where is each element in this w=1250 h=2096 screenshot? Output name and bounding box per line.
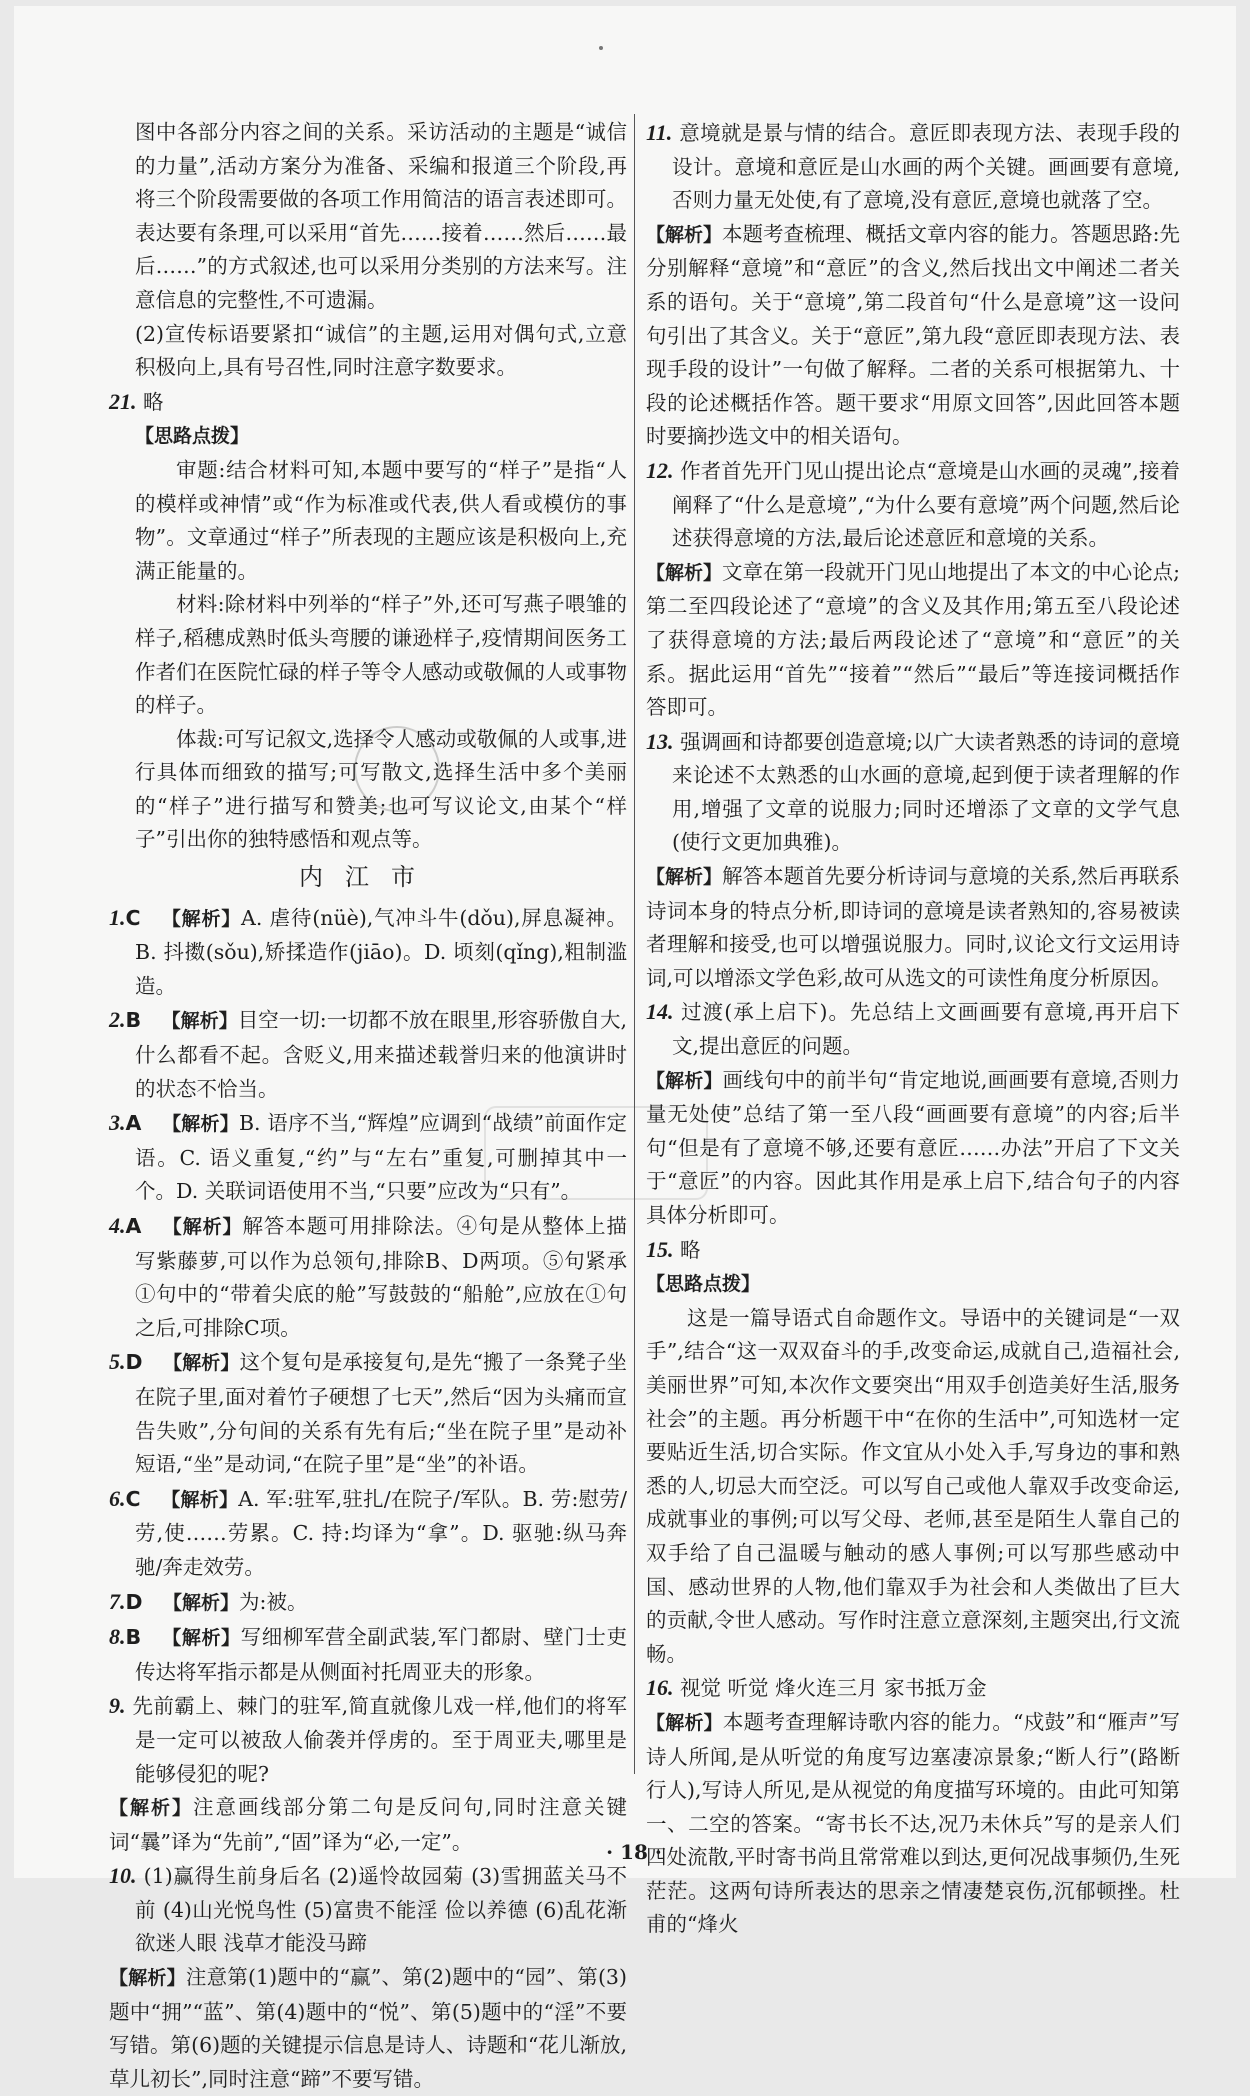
question-14 <box>646 995 1180 1063</box>
tag-label: 【思路点拨】 <box>135 425 250 448</box>
q9-analysis <box>109 1791 627 1859</box>
question-12 <box>646 454 1180 556</box>
paragraph-l2: (2)宣传标语要紧扣“诚信”的主题,运用对偶句式,立意积极向上,具有号召性,同时注意字数要求。 <box>135 321 627 380</box>
tag-label: 【解析】 <box>161 1010 238 1033</box>
answer-item <box>109 901 627 1004</box>
q15-thought-tag <box>646 1267 1180 1302</box>
q12-analysis <box>646 556 1180 725</box>
choice-letter: A <box>125 1111 142 1136</box>
page-sheet <box>14 6 1236 2091</box>
tag-label: 【解析】 <box>646 223 723 246</box>
thought-tag <box>109 419 627 454</box>
analysis-text: 目空一切:一切都不放在眼里,形容骄傲自大,什么都看不起。含贬义,用来描述载誉归来的他演讲时的状态不恰当。 <box>135 1008 627 1101</box>
question-number: 16. <box>646 1675 674 1701</box>
choice-letter: D <box>125 1350 143 1375</box>
q10-analysis <box>109 1961 627 2096</box>
question-number: 5. <box>109 1349 126 1375</box>
answer-text: 过渡(承上启下)。先总结上文画画要有意境,再开启下文,提出意匠的问题。 <box>672 1000 1180 1059</box>
question-number: 1. <box>109 904 126 930</box>
question-11 <box>646 116 1180 218</box>
top-dot <box>599 46 603 50</box>
analysis-text: 注意第(1)题中的“赢”、第(2)题中的“园”、第(3)题中“拥”“蓝”、第(4)题中的“悦”、第(5)题中的“淫”不要写错。第(6)题的关键提示信息是诗人、诗题和“花儿渐放,草儿初长”,同时注意“蹄”不要写错。 <box>109 1965 627 2091</box>
choice-letter: C <box>125 1486 141 1511</box>
q16-analysis <box>646 1706 1180 1942</box>
analysis-text: 本题考查梳理、概括文章内容的能力。答题思路:先分别解释“意境”和“意匠”的含义,然后找出文中阐述二者关系的语句。关于“意境”,第二段首句“什么是意境”这一设问句引出了其含义。关于“意匠”,第九段“意匠即表现方法、表现手段的设计”一句做了解释。二者的关系可根据第九、十段的论述概括作答。题干要求“用原文回答”,因此回答本题时要摘抄选文中的相关语句。 <box>646 221 1180 449</box>
answer-item <box>109 1003 627 1106</box>
analysis-text: A. 军:驻军,驻扎/在院子/军队。B. 劳:慰劳/劳,使……劳累。C. 持:均译为“拿”。D. 驱驰:纵马奔驰/奔走效劳。 <box>135 1486 627 1579</box>
page-number: · 18 · <box>606 1840 662 1864</box>
analysis-text: 这个复句是承接复句,是先“搬了一条凳子坐在院子里,面对着竹子硬想了七天”,然后“因为头痛而宣告失败”,分句间的关系有先有后;“坐在院子里”是动补短语,“坐”是动词,“在院子里”是“坐”的补语。 <box>135 1350 627 1477</box>
choice-letter: D <box>125 1589 143 1614</box>
question-number: 7. <box>109 1588 126 1614</box>
left-column <box>109 116 627 2096</box>
tag-label: 【解析】 <box>646 561 723 584</box>
question-21 <box>109 385 627 420</box>
tag-label: 【解析】 <box>646 866 723 889</box>
tag-label: 【解析】 <box>161 1113 239 1136</box>
question-10 <box>109 1859 627 1961</box>
question-number: 15. <box>646 1236 674 1262</box>
tag-label: 【解析】 <box>646 1069 723 1092</box>
paragraph-ticai: 体裁:可写记叙文,选择令人感动或敬佩的人或事,进行具体而细致的描写;可写散文,选择生活中多个美丽的“样子”进行描写和赞美;也可写议论文,由某个“样子”引出你的独特感悟和观点等。 <box>135 726 627 852</box>
tag-label: 【解析】 <box>109 1967 186 1990</box>
answer-list <box>109 901 627 1690</box>
answer-text: 略 <box>680 1237 701 1262</box>
analysis-text: 注意画线部分第二句是反问句,同时注意关键词“曩”译为“先前”,“固”译为“必,一定”。 <box>109 1795 627 1854</box>
analysis-text: 画线句中的前半句“肯定地说,画画要有意境,否则力量无处使”总结了第一至八段“画画要有意境”的内容;后半句“但是有了意境不够,还要有意匠……办法”开启了下文关于“意匠”的内容。因此其作用是承上启下,结合句子的内容具体分析即可。 <box>646 1067 1180 1227</box>
question-13 <box>646 725 1180 860</box>
question-9 <box>109 1689 627 1791</box>
analysis-text: A. 虐待(nüè),气冲斗牛(dǒu),屏息凝神。B. 抖擞(sǒu),矫揉造作(jiāo)。D. 顷刻(qǐng),粗制滥造。 <box>135 905 627 998</box>
section-heading-city: 内江市 <box>299 863 437 892</box>
paragraph-cailiao: 材料:除材料中列举的“样子”外,还可写燕子喂雏的样子,稻穗成熟时低头弯腰的谦逊样子,疫情期间医务工作者们在医院忙碌的样子等令人感动或敬佩的人或事物的样子。 <box>135 592 627 718</box>
question-number: 9. <box>109 1693 126 1719</box>
answer-item <box>109 1620 627 1689</box>
right-column <box>646 116 1180 1942</box>
answer-text: 视觉 听觉 烽火连三月 家书抵万金 <box>680 1676 987 1701</box>
paragraph-l1: 图中各部分内容之间的关系。采访活动的主题是“诚信的力量”,活动方案分为准备、采编和报道三个阶段,再将三个阶段需要做的各项工作用简洁的语言表述即可。表达要有条理,可以采用“首先……接着……然后……最后……”的方式叙述,也可以采用分类别的方法来写。注意信息的完整性,不可遗漏。 <box>135 120 627 312</box>
tag-label: 【解析】 <box>161 907 242 930</box>
question-15 <box>646 1233 1180 1268</box>
question-number: 2. <box>109 1007 126 1033</box>
answer-item <box>109 1585 627 1621</box>
tag-label: 【解析】 <box>161 1216 243 1238</box>
choice-letter: B <box>125 1008 142 1033</box>
answer-text: 先前霸上、棘门的驻军,简直就像儿戏一样,他们的将军是一定可以被敌人偷袭并俘虏的。至于周亚夫,哪里是能够侵犯的呢? <box>132 1694 627 1786</box>
question-number: 10. <box>109 1863 137 1889</box>
question-number: 8. <box>109 1624 126 1650</box>
analysis-text: 文章在第一段就开门见山地提出了本文的中心论点;第二至四段论述了“意境”的含义及其作用;第五至八段论述了获得意境的方法;最后两段论述了“意境”和“意匠”的关系。据此运用“首先”“接着”“然后”“最后”等连接词概括作答即可。 <box>646 559 1180 720</box>
paragraph-shenti: 审题:结合材料可知,本题中要写的“样子”是指“人的模样或神情”或“作为标准或代表,供人看或模仿的事物”。文章通过“样子”所表现的主题应该是积极向上,充满正能量的。 <box>135 457 627 583</box>
analysis-text: 解答本题首先要分析诗词与意境的关系,然后再联系诗词本身的特点分析,即诗词的意境是读者熟知的,容易被读者理解和接受,也可以增强说服力。同时,议论文行文运用诗词,可以增添文学色彩,故可从选文的可读性角度分析原因。 <box>646 864 1180 990</box>
tag-label: 【解析】 <box>163 1352 240 1375</box>
answer-text: 作者首先开门见山提出论点“意境是山水画的灵魂”,接着阐释了“什么是意境”,“为什么要有意境”两个问题,然后论述获得意境的方法,最后论述意匠和意境的关系。 <box>672 458 1180 551</box>
choice-letter: B <box>125 1625 142 1650</box>
analysis-text: 写细柳军营全副武装,军门都尉、壁门士吏传达将军指示都是从侧面衬托周亚夫的形象。 <box>135 1625 627 1684</box>
question-number: 14. <box>646 999 674 1025</box>
q14-analysis <box>646 1064 1180 1233</box>
choice-letter: A <box>125 1214 142 1238</box>
analysis-text: B. 语序不当,“辉煌”应调到“战绩”前面作定语。C. 语义重复,“约”与“左右”重复,可删掉其中一个。D. 关联词语使用不当,“只要”应改为“只有”。 <box>135 1111 627 1204</box>
analysis-text: 为:被。 <box>239 1589 308 1614</box>
answer-text: 略 <box>143 389 164 414</box>
answer-item <box>109 1345 627 1481</box>
question-number: 4. <box>109 1213 126 1238</box>
question-number: 21. <box>109 388 137 414</box>
answer-text: 强调画和诗都要创造意境;以广大读者熟悉的诗词的意境来论述不太熟悉的山水画的意境,起到便于读者理解的作用,增强了文章的说服力;同时还增添了文章的文学气息(使行文更加典雅)。 <box>672 729 1180 855</box>
question-number: 11. <box>646 120 673 145</box>
answer-item <box>109 1106 627 1209</box>
analysis-text: 本题考查理解诗歌内容的能力。“戍鼓”和“雁声”写诗人所闻,是从听觉的角度写边塞凄凉景象;“断人行”(路断行人),写诗人所见,是从视觉的角度描写环境的。由此可知第一、二空的答案。“寄书长不达,况乃未休兵”写的是亲人们四处流散,平时寄书尚且常常难以到达,更何况战事频仍,生死茫茫。这两句诗所表达的思亲之情凄楚哀伤,沉郁顿挫。杜甫的“烽火 <box>646 1709 1180 1937</box>
tag-label: 【解析】 <box>163 1591 240 1614</box>
tag-label: 【解析】 <box>109 1797 193 1820</box>
tag-label: 【解析】 <box>646 1711 723 1734</box>
analysis-text: 解答本题可用排除法。④句是从整体上描写紫藤萝,可以作为总领句,排除B、D两项。⑤句紧承①句中的“带着尖底的舱”写鼓鼓的“船舱”,应放在①句之后,可排除C项。 <box>135 1214 627 1340</box>
question-16 <box>646 1671 1180 1706</box>
question-number: 6. <box>109 1485 126 1511</box>
q11-analysis <box>646 218 1180 454</box>
answer-item <box>109 1482 627 1585</box>
answer-item <box>109 1209 627 1345</box>
tag-label: 【思路点拨】 <box>646 1273 761 1296</box>
question-number: 12. <box>646 457 674 483</box>
question-number: 3. <box>109 1110 126 1136</box>
choice-letter: C <box>125 905 141 930</box>
tag-label: 【解析】 <box>161 1627 241 1650</box>
q13-analysis <box>646 860 1180 995</box>
tag-label: 【解析】 <box>161 1488 239 1511</box>
q15-analysis: 这是一篇导语式自命题作文。导语中的关键词是“一双手”,结合“这一双双奋斗的手,改变命运,成就自己,造福社会,美丽世界”可知,本次作文要突出“用双手创造美好生活,服务社会”的主题。再分析题干中“在你的生活中”,可知选材一定要贴近生活,切合实际。作文宜从小处入手,写身边的事和熟悉的人,切忌大而空泛。可以写自己或他人靠双手改变命运,成就事业的事例;可以写父母、老师,甚至是陌生人靠自己的双手给了自己温暖与触动的感人事例;可以写那些感动中国、感动世界的人物,他们靠双手为社会和人类做出了巨大的贡献,令世人感动。写作时注意立意深刻,主题突出,行文流畅。 <box>646 1305 1180 1666</box>
question-number: 13. <box>646 728 674 754</box>
answer-text: (1)赢得生前身后名 (2)遥怜故园菊 (3)雪拥蓝关马不前 (4)山光悦鸟性 (5)富贵不能淫 俭以养德 (6)乱花渐欲迷人眼 浅草才能没马蹄 <box>135 1864 627 1956</box>
column-divider <box>634 114 635 1774</box>
answer-text: 意境就是景与情的结合。意匠即表现方法、表现手段的设计。意境和意匠是山水画的两个关键。画画要有意境,否则力量无处使,有了意境,没有意匠,意境也就落了空。 <box>672 121 1180 213</box>
